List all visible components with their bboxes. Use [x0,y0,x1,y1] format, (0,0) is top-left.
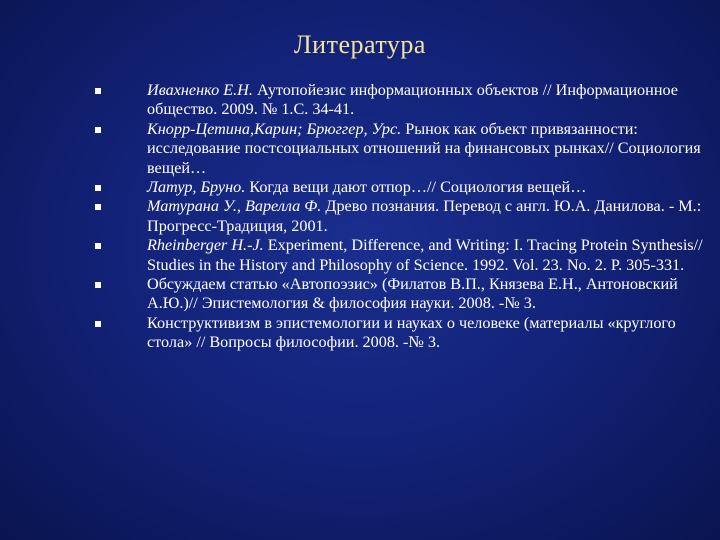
square-bullet-icon [95,185,101,191]
reference-list [95,81,705,353]
reference-text: Обсуждаем статью «Автопоэзис» (Филатов В.П., Князева Е.Н., Антоновский А.Ю.)// Эпистемология & философия науки. 2008. -№ 3. [147,275,678,313]
reference-author: Ивахненко Е.Н. [147,81,253,99]
reference-author: Кнорр-Цетина,Карин; Брюггер, Урс. [147,119,402,138]
reference-text: Конструктивизм в эпистемологии и науках о человеке (материалы «круглого стола» // Вопросы философии. 2008. -№ 3. [147,313,676,352]
reference-item [95,178,705,197]
reference-author: Rheinberger H.-J. [147,236,264,255]
reference-text: Когда вещи дают отпор…// Социология вещей… [245,178,587,197]
reference-item [95,120,705,178]
reference-author: Матурана У., Варелла Ф. [147,197,322,216]
reference-item [95,197,705,236]
square-bullet-icon [95,243,101,249]
reference-item [95,275,705,314]
square-bullet-icon [95,88,101,94]
reference-text: Рынок как объект привязанности: исследование постсоциальных отношений на финансовых рынках// Социология вещей… [147,119,701,177]
reference-item [95,236,705,275]
square-bullet-icon [95,321,101,327]
reference-text: Древо познания. Перевод с англ. Ю.А. Данилова. - М.: Прогресс-Традиция, 2001. [147,197,702,235]
square-bullet-icon [95,127,101,133]
slide-title: Литература [294,30,426,59]
reference-item [95,81,705,120]
reference-text: Experiment, Difference, and Writing: I. Tracing Protein Synthesis// Studies in the History and Philosophy of Science. 1992. Vol. 23. No. 2. P. 305-331. [147,236,703,274]
square-bullet-icon [95,282,101,288]
reference-text: Аутопойезис информационных объектов // Информационное общество. 2009. № 1.С. 34-41. [147,81,678,119]
square-bullet-icon [95,204,101,210]
reference-author: Латур, Бруно. [147,178,246,197]
reference-item [95,314,705,353]
